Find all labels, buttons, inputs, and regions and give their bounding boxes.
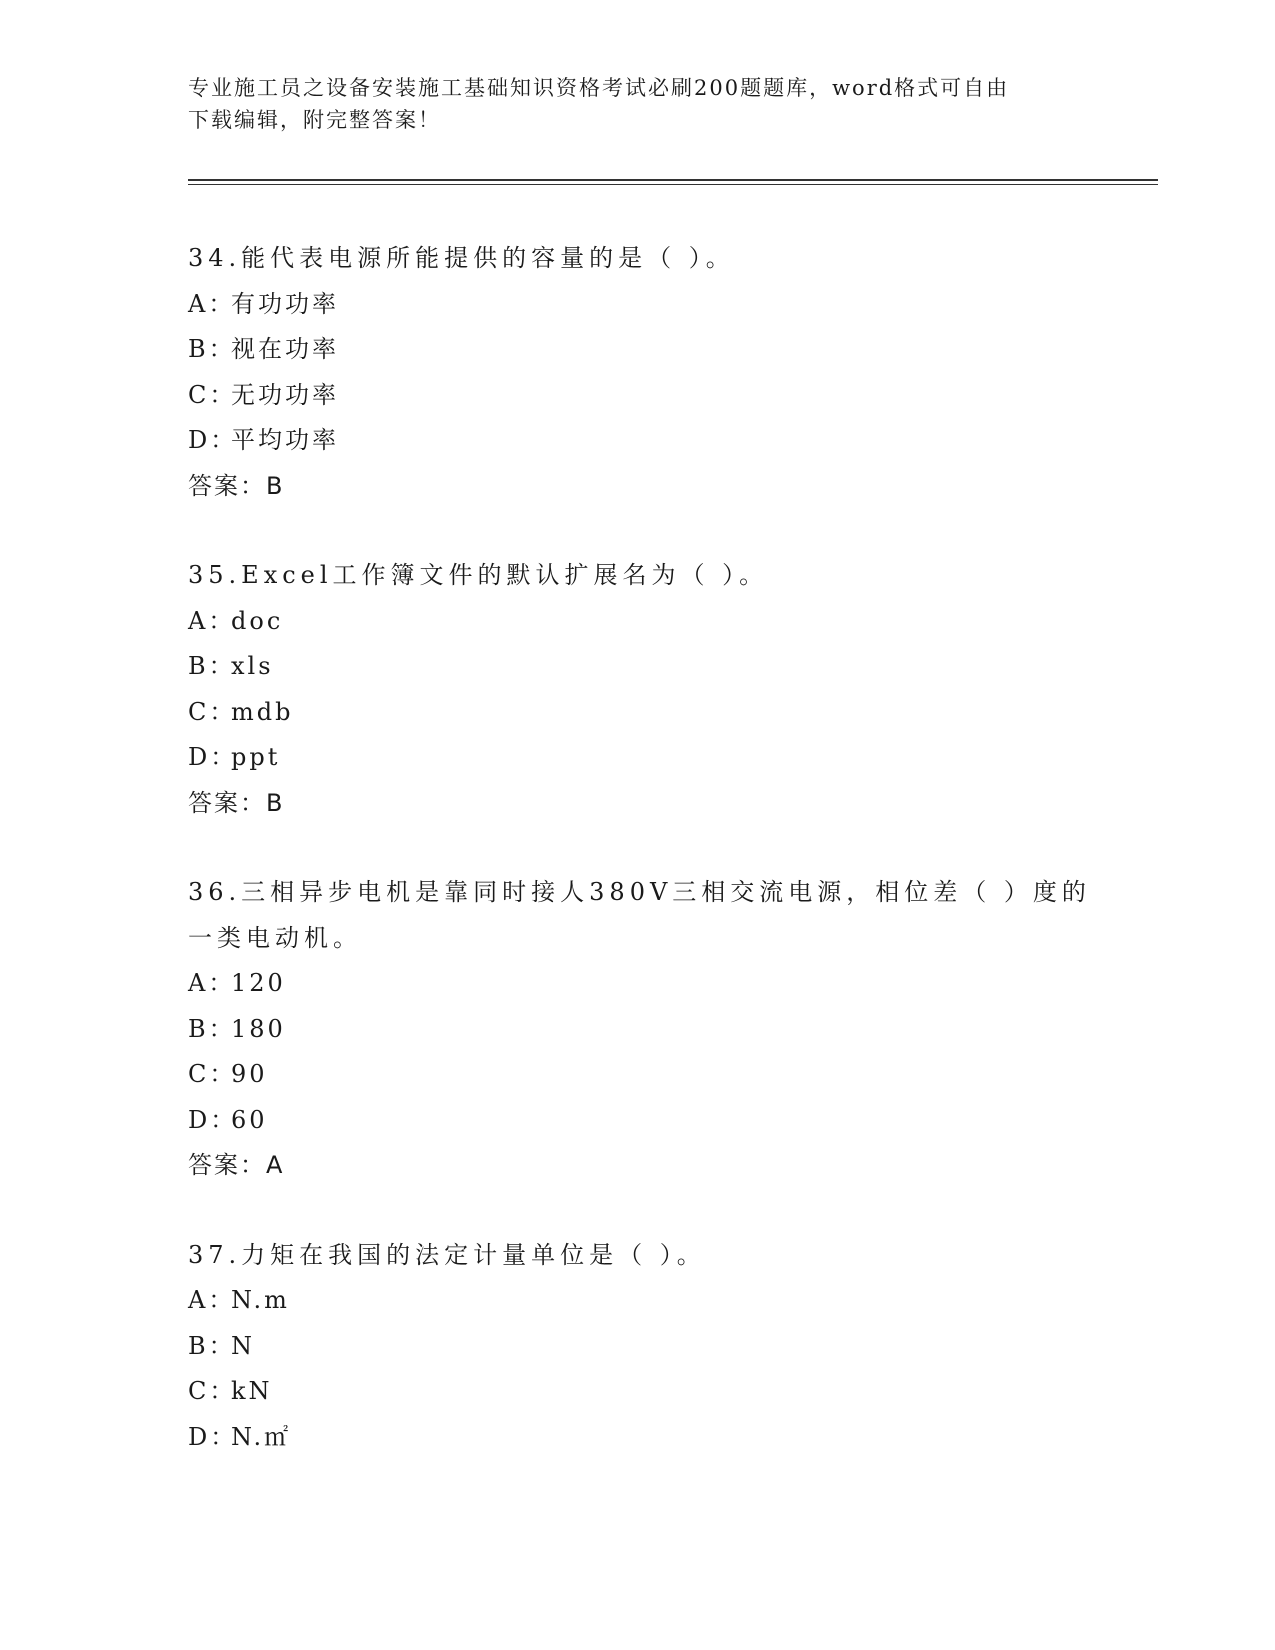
question-list bbox=[188, 236, 1108, 1504]
option-text: N bbox=[231, 1331, 255, 1360]
option-b bbox=[188, 1324, 1108, 1370]
option-letter: B： bbox=[188, 1331, 236, 1360]
option-letter: A： bbox=[188, 969, 236, 997]
option-c bbox=[188, 690, 1108, 736]
option-d bbox=[188, 735, 1108, 781]
option-text: 180 bbox=[231, 1014, 286, 1043]
document-header bbox=[188, 72, 1088, 136]
option-c bbox=[188, 373, 1108, 419]
option-d bbox=[188, 418, 1108, 464]
option-a bbox=[188, 282, 1108, 328]
answer-line: 答案：B bbox=[188, 471, 285, 500]
question-36 bbox=[188, 870, 1108, 1189]
option-letter: A： bbox=[188, 606, 236, 635]
option-letter: B： bbox=[188, 335, 236, 363]
option-letter: C： bbox=[188, 697, 237, 726]
option-text: doc bbox=[231, 606, 284, 635]
option-letter: B： bbox=[188, 1014, 236, 1043]
option-text: kN bbox=[231, 1377, 273, 1405]
question-stem: 35.Excel工作簿文件的默认扩展名为（ ）。 bbox=[188, 561, 769, 589]
option-letter: A： bbox=[188, 1286, 236, 1314]
answer-line: 答案：B bbox=[188, 788, 285, 817]
option-letter: D： bbox=[188, 1422, 238, 1451]
question-35 bbox=[188, 553, 1108, 826]
option-letter: D： bbox=[188, 1105, 238, 1134]
option-text: 平均功率 bbox=[231, 426, 339, 454]
option-letter: D： bbox=[188, 743, 238, 771]
option-text: xls bbox=[231, 652, 274, 680]
option-d bbox=[188, 1098, 1108, 1144]
option-c bbox=[188, 1052, 1108, 1098]
question-stem: 34.能代表电源所能提供的容量的是（ ）。 bbox=[188, 244, 735, 272]
option-text: N.m bbox=[231, 1286, 290, 1314]
option-a bbox=[188, 1278, 1108, 1324]
option-letter: C： bbox=[188, 1060, 237, 1088]
question-stem: 37.力矩在我国的法定计量单位是（ ）。 bbox=[188, 1240, 706, 1269]
header-title-line-1: 专业施工员之设备安装施工基础知识资格考试必刷200题题库，word格式可自由 bbox=[188, 76, 1010, 100]
option-text: mdb bbox=[231, 697, 294, 726]
option-b bbox=[188, 1007, 1108, 1053]
question-37 bbox=[188, 1233, 1108, 1461]
option-b bbox=[188, 644, 1108, 690]
option-a bbox=[188, 599, 1108, 645]
option-text: 视在功率 bbox=[231, 335, 339, 363]
header-double-rule bbox=[188, 179, 1158, 185]
option-text: ppt bbox=[231, 743, 281, 771]
option-letter: C： bbox=[188, 380, 237, 409]
option-letter: D： bbox=[188, 426, 238, 454]
option-text: 60 bbox=[231, 1105, 268, 1134]
option-d bbox=[188, 1415, 1108, 1461]
question-stem: 36.三相异步电机是靠同时接人380V三相交流电源，相位差（ ）度的一类电动机。 bbox=[188, 878, 1091, 952]
option-letter: C： bbox=[188, 1377, 237, 1405]
option-text: 120 bbox=[231, 969, 286, 997]
option-c bbox=[188, 1369, 1108, 1415]
answer-line: 答案：A bbox=[188, 1151, 285, 1179]
option-text: 有功功率 bbox=[231, 289, 339, 318]
option-letter: A： bbox=[188, 289, 236, 318]
option-text: 90 bbox=[231, 1060, 268, 1088]
header-title-line-2: 下载编辑，附完整答案！ bbox=[188, 108, 441, 132]
option-text: N.㎡ bbox=[231, 1422, 292, 1451]
question-34 bbox=[188, 236, 1108, 509]
option-a bbox=[188, 961, 1108, 1007]
option-text: 无功功率 bbox=[231, 380, 339, 409]
option-letter: B： bbox=[188, 652, 236, 680]
option-b bbox=[188, 327, 1108, 373]
